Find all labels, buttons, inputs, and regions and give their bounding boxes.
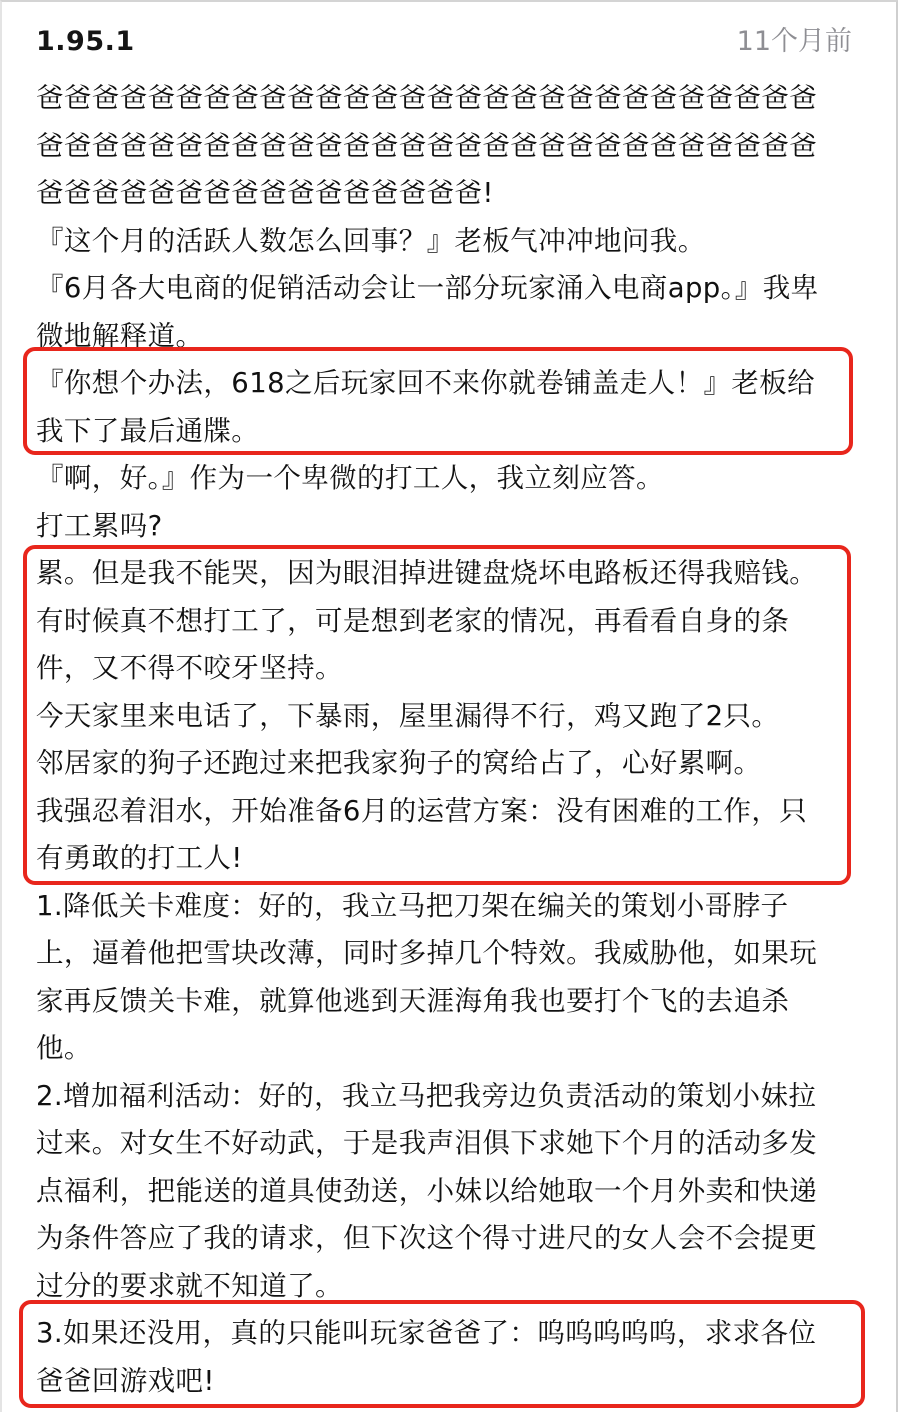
- text-line: 今天家里来电话了，下暴雨，屋里漏得不行，鸡又跑了2只。: [36, 699, 780, 732]
- highlight-box-ultimatum: [23, 347, 853, 455]
- text-line: 件，又不得不咬牙坚持。: [36, 652, 343, 684]
- text-line: 3.如果还没用，真的只能叫玩家爸爸了：呜呜呜呜呜，求求各位: [36, 1317, 817, 1349]
- text-line: 累。但是我不能哭，因为眼泪掉进键盘烧坏电路板还得我赔钱。: [36, 557, 818, 589]
- text-line: 打工累吗?: [36, 509, 163, 542]
- text-line: 过来。对女生不好动武，于是我声泪俱下求她下个月的活动多发: [36, 1127, 818, 1159]
- text-line: 爸爸爸爸爸爸爸爸爸爸爸爸爸爸爸爸爸爸爸爸爸爸爸爸爸爸爸爸: [36, 82, 818, 114]
- text-line: 邻居家的狗子还跑过来把我家狗子的窝给占了，心好累啊。: [36, 747, 762, 779]
- post-header: [0, 0, 898, 80]
- text-line: 爸爸爸爸爸爸爸爸爸爸爸爸爸爸爸爸!: [36, 177, 494, 209]
- version-number: 1.95.1: [36, 26, 135, 57]
- highlight-box-tired: [23, 545, 851, 885]
- text-line: 家再反馈关卡难，就算他逃到天涯海角我也要打个飞的去追杀: [36, 984, 790, 1017]
- text-line: 有时候真不想打工了，可是想到老家的情况，再看看自身的条: [36, 604, 790, 637]
- text-line: 他。: [36, 1032, 92, 1064]
- highlight-box-plea: [19, 1300, 865, 1408]
- text-line: 我强忍着泪水，开始准备6月的运营方案：没有困难的工作，只: [36, 794, 808, 827]
- text-line: 『这个月的活跃人数怎么回事？』老板气冲冲地问我。: [36, 224, 706, 257]
- text-line: 有勇敢的打工人!: [36, 842, 243, 874]
- post-timestamp: 11个月前: [736, 26, 852, 57]
- text-line: 上，逼着他把雪块改薄，同时多掉几个特效。我威胁他，如果玩: [36, 937, 818, 969]
- text-line: 点福利，把能送的道具使劲送，小妹以给她取一个月外卖和快递: [36, 1174, 818, 1207]
- text-line: 过分的要求就不知道了。: [36, 1269, 343, 1302]
- text-line: 『啊，好。』作为一个卑微的打工人，我立刻应答。: [36, 462, 664, 494]
- text-line: 我下了最后通牒。: [36, 414, 260, 447]
- text-line: 『6月各大电商的促销活动会让一部分玩家涌入电商app。』我卑: [36, 272, 819, 304]
- text-line: 爸爸回游戏吧!: [36, 1364, 215, 1397]
- text-line: 微地解释道。: [36, 319, 204, 352]
- text-line: 爸爸爸爸爸爸爸爸爸爸爸爸爸爸爸爸爸爸爸爸爸爸爸爸爸爸爸爸: [36, 129, 818, 162]
- text-line: 1.降低关卡难度：好的，我立马把刀架在编关的策划小哥脖子: [36, 889, 789, 922]
- text-line: 2.增加福利活动：好的，我立马把我旁边负责活动的策划小妹拉: [36, 1079, 817, 1112]
- text-line: 为条件答应了我的请求，但下次这个得寸进尺的女人会不会提更: [36, 1222, 818, 1254]
- text-line: 『你想个办法，618之后玩家回不来你就卷铺盖走人！』老板给: [36, 367, 816, 399]
